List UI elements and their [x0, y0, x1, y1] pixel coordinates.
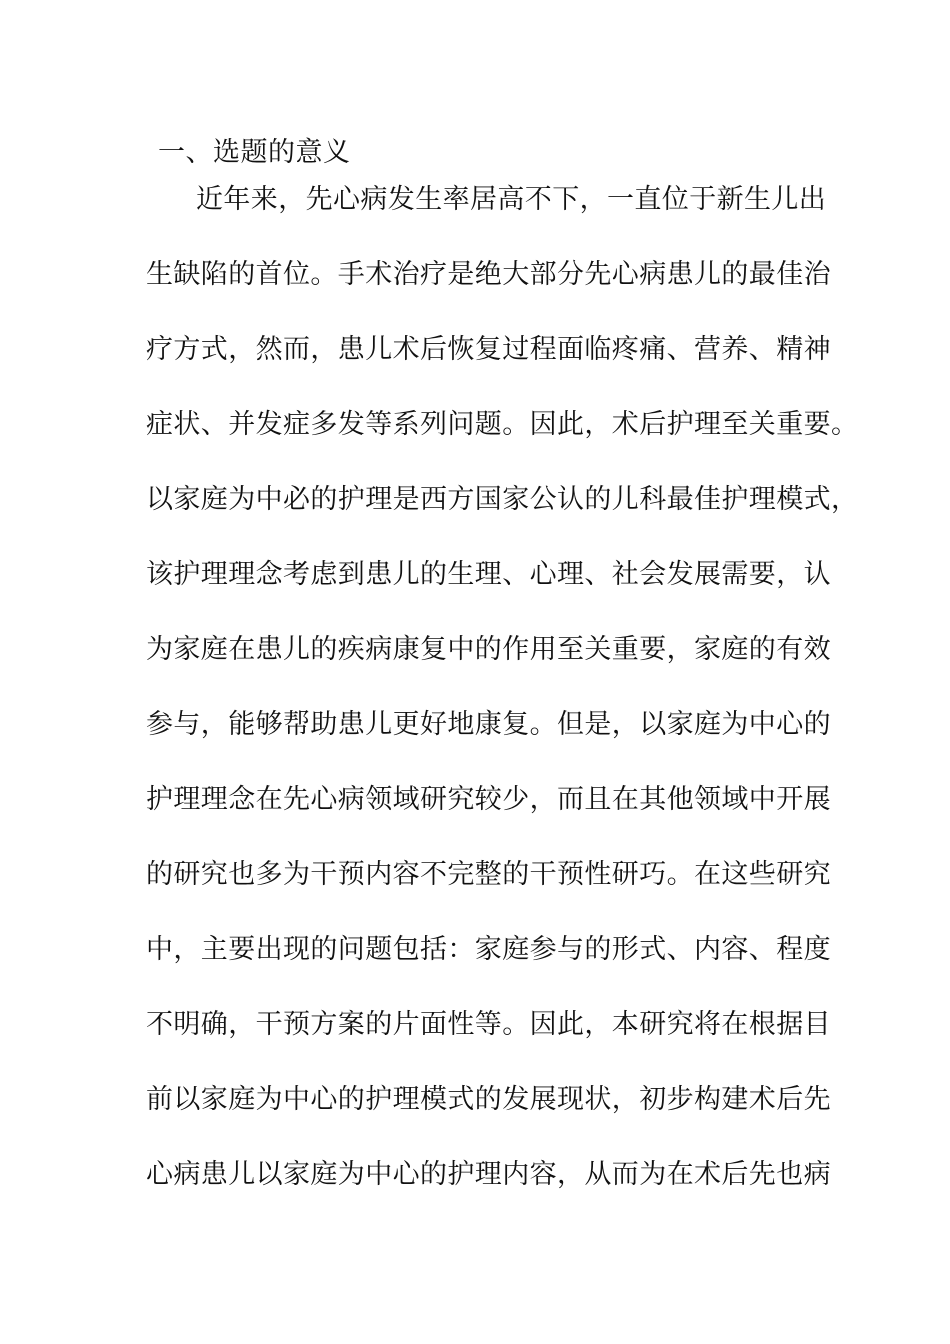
paragraph-line: 护理理念在先心病领域研究较少，而且在其他领域中开展 — [146, 784, 831, 815]
paragraph-line: 为家庭在患儿的疾病康复中的作用至关重要，家庭的有效 — [146, 634, 831, 665]
body-paragraph — [146, 180, 859, 1230]
paragraph-line: 以家庭为中必的护理是西方国家公认的儿科最佳护理模式， — [146, 484, 859, 515]
paragraph-line: 前以家庭为中心的护理模式的发展现状，初步构建术后先 — [146, 1084, 831, 1115]
paragraph-line: 参与，能够帮助患儿更好地康复。但是，以家庭为中心的 — [146, 709, 831, 740]
paragraph-line: 中，主要出现的问题包括：家庭参与的形式、内容、程度 — [146, 934, 831, 965]
paragraph-line: 症状、并发症多发等系列问题。因此，术后护理至关重要。 — [146, 409, 859, 440]
paragraph-line: 生缺陷的首位。手术治疗是绝大部分先心病患儿的最佳治 — [146, 259, 831, 290]
paragraph-line: 疗方式，然而，患儿术后恢复过程面临疼痛、营养、精神 — [146, 334, 831, 365]
paragraph-line: 不明确，干预方案的片面性等。因此，本研究将在根据目 — [146, 1009, 831, 1040]
paragraph-line: 该护理理念考虑到患儿的生理、心理、社会发展需要，认 — [146, 559, 831, 590]
paragraph-line: 近年来，先心病发生率居高不下，一直位于新生儿出 — [196, 184, 827, 215]
section-heading: 一、选题的意义 — [158, 137, 351, 168]
paragraph-line: 的研究也多为干预内容不完整的干预性研巧。在这些研究 — [146, 859, 831, 890]
paragraph-line: 心病患儿以家庭为中心的护理内容，从而为在术后先也病 — [146, 1159, 831, 1190]
